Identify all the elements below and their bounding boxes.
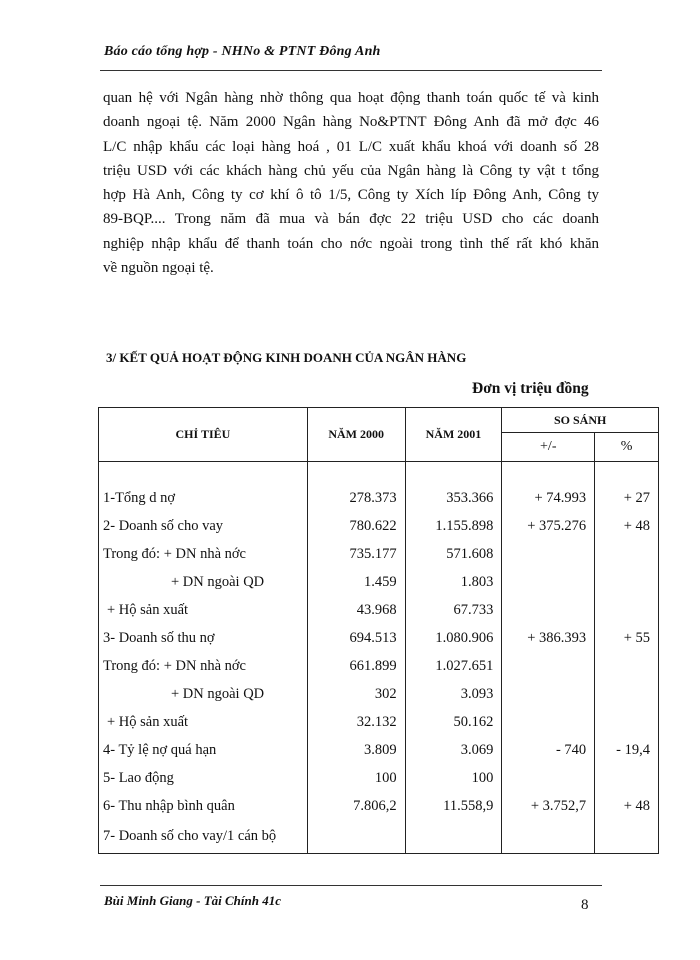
cell-diff: + 74.993 <box>502 484 595 512</box>
cell-y2000: 3.809 <box>307 736 405 764</box>
paragraph-line: L/C nhập khẩu các loại hàng hoá , 01 L/C xuất khẩu khoá với doanh số 28 <box>103 138 599 155</box>
table-row <box>99 596 659 624</box>
cell-diff: - 740 <box>502 736 595 764</box>
col-header-2000: NĂM 2000 <box>307 408 405 462</box>
results-table <box>98 407 659 854</box>
cell-y2001: 571.608 <box>405 540 502 568</box>
cell-label: + Hộ sản xuất <box>99 596 308 624</box>
cell-label: Trong đó: + DN nhà nớc <box>99 652 308 680</box>
table-row <box>99 512 659 540</box>
cell-y2000: 1.459 <box>307 568 405 596</box>
cell-diff <box>502 820 595 854</box>
unit-label: Đơn vị triệu đồng <box>472 380 589 397</box>
cell-label: 2- Doanh số cho vay <box>99 512 308 540</box>
table-row <box>99 792 659 820</box>
page-footer: Bùi Minh Giang - Tài Chính 41c <box>104 893 281 908</box>
cell-label: Trong đó: + DN nhà nớc <box>99 540 308 568</box>
section-title: 3/ KẾT QUẢ HOẠT ĐỘNG KINH DOANH CỦA NGÂN HÀNG <box>106 350 467 365</box>
cell-diff: + 375.276 <box>502 512 595 540</box>
cell-diff: + 386.393 <box>502 624 595 652</box>
cell-y2000 <box>307 820 405 854</box>
cell-y2000: 735.177 <box>307 540 405 568</box>
table-row <box>99 484 659 512</box>
col-header-2001: NĂM 2001 <box>405 408 502 462</box>
cell-pct <box>595 680 659 708</box>
paragraph-line: 89-BQP.... Trong năm đã mua và bán đợc 22 triệu USD cho các doanh <box>103 211 599 228</box>
col-header-pct: % <box>595 433 659 462</box>
cell-y2001: 353.366 <box>405 484 502 512</box>
cell-y2001: 100 <box>405 764 502 792</box>
col-header-indicator: CHỈ TIÊU <box>99 408 308 462</box>
cell-y2001: 11.558,9 <box>405 792 502 820</box>
paragraph-line: doanh ngoại tệ. Năm 2000 Ngân hàng No&PTNT Đông Anh đã mở đợc 46 <box>103 114 599 131</box>
cell-y2000: 7.806,2 <box>307 792 405 820</box>
cell-diff <box>502 652 595 680</box>
cell-label: 4- Tỷ lệ nợ quá hạn <box>99 736 308 764</box>
cell-label: 5- Lao động <box>99 764 308 792</box>
page-header: Báo cáo tổng hợp - NHNo & PTNT Đông Anh <box>104 44 381 59</box>
cell-label: 6- Thu nhập bình quân <box>99 792 308 820</box>
page-number: 8 <box>581 897 589 913</box>
cell-diff: + 3.752,7 <box>502 792 595 820</box>
cell-y2001: 1.803 <box>405 568 502 596</box>
table-row <box>99 624 659 652</box>
cell-y2001: 3.093 <box>405 680 502 708</box>
cell-y2000: 100 <box>307 764 405 792</box>
cell-diff <box>502 764 595 792</box>
paragraph-line: quan hệ với Ngân hàng nhờ thông qua hoạt động thanh toán quốc tế và kinh <box>103 90 599 106</box>
cell-pct <box>595 568 659 596</box>
cell-label: 7- Doanh số cho vay/1 cán bộ <box>99 820 308 854</box>
cell-pct <box>595 764 659 792</box>
cell-y2000: 278.373 <box>307 484 405 512</box>
cell-y2001: 50.162 <box>405 708 502 736</box>
footer-rule <box>100 885 602 886</box>
table-row <box>99 540 659 568</box>
cell-pct: - 19,4 <box>595 736 659 764</box>
paragraph-line: triệu USD với các khách hàng chủ yếu của Ngân hàng là Công ty vật t tổng <box>103 162 599 179</box>
cell-pct: + 48 <box>595 792 659 820</box>
body-paragraph <box>103 86 599 280</box>
paragraph-line: hợp Hà Anh, Công ty cơ khí ô tô 1/5, Công ty Xích líp Đông Anh, Công ty <box>103 187 599 204</box>
cell-pct <box>595 820 659 854</box>
cell-y2000: 302 <box>307 680 405 708</box>
cell-y2000: 780.622 <box>307 512 405 540</box>
paragraph-line: về nguồn ngoại tệ. <box>103 260 214 277</box>
cell-diff <box>502 540 595 568</box>
cell-diff <box>502 596 595 624</box>
cell-pct: + 55 <box>595 624 659 652</box>
cell-pct <box>595 596 659 624</box>
col-header-compare: SO SÁNH <box>502 408 659 433</box>
paragraph-line: nghiệp nhập khẩu để thanh toán cho nớc ngoài trong tình thế rất khó khăn <box>103 235 599 252</box>
cell-y2000: 661.899 <box>307 652 405 680</box>
table-row <box>99 568 659 596</box>
cell-pct: + 48 <box>595 512 659 540</box>
cell-pct <box>595 708 659 736</box>
cell-label: + DN ngoài QD <box>99 680 308 708</box>
cell-y2000: 694.513 <box>307 624 405 652</box>
table-row <box>99 736 659 764</box>
cell-y2001: 3.069 <box>405 736 502 764</box>
cell-diff <box>502 568 595 596</box>
cell-label: + Hộ sản xuất <box>99 708 308 736</box>
cell-y2001: 1.080.906 <box>405 624 502 652</box>
cell-label: + DN ngoài QD <box>99 568 308 596</box>
col-header-diff: +/- <box>502 433 595 462</box>
cell-label: 1-Tổng d nợ <box>99 484 308 512</box>
cell-diff <box>502 680 595 708</box>
table-row <box>99 764 659 792</box>
table-row <box>99 708 659 736</box>
cell-y2001 <box>405 820 502 854</box>
cell-pct <box>595 540 659 568</box>
cell-y2000: 43.968 <box>307 596 405 624</box>
table-row <box>99 680 659 708</box>
cell-y2001: 67.733 <box>405 596 502 624</box>
cell-pct: + 27 <box>595 484 659 512</box>
header-rule <box>100 70 602 71</box>
table-row <box>99 652 659 680</box>
cell-y2001: 1.027.651 <box>405 652 502 680</box>
cell-y2000: 32.132 <box>307 708 405 736</box>
cell-diff <box>502 708 595 736</box>
cell-label: 3- Doanh số thu nợ <box>99 624 308 652</box>
cell-pct <box>595 652 659 680</box>
table-row <box>99 820 659 854</box>
cell-y2001: 1.155.898 <box>405 512 502 540</box>
